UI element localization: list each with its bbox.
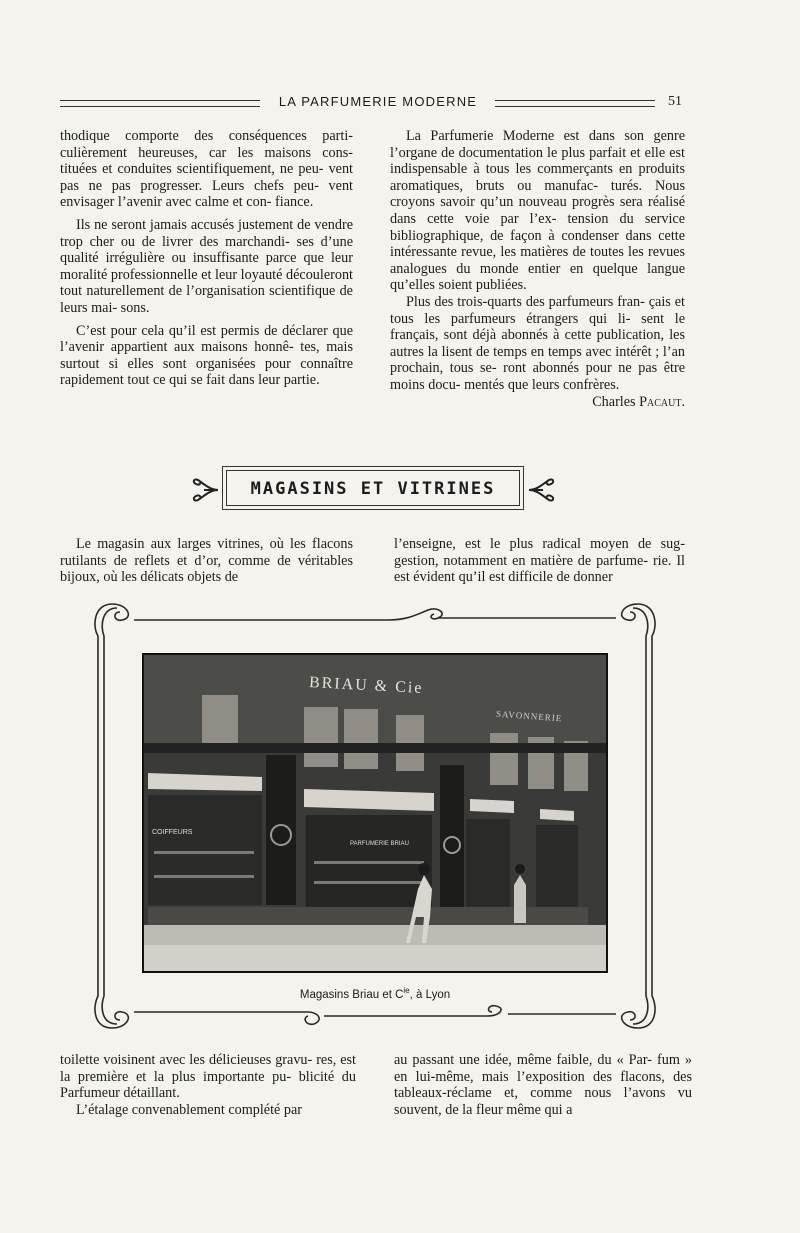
header-title: LA PARFUMERIE MODERNE	[278, 94, 478, 109]
section-heading-box	[222, 466, 524, 510]
caption-text: Magasins Briau et C	[299, 988, 404, 1001]
column-mid-right	[394, 536, 685, 586]
header-rule-left	[60, 100, 260, 107]
paragraph: Le magasin aux larges vitrines, où les flacons rutilants de reflets et d’or, comme de véritables bijoux, où les délicats objets de	[60, 536, 353, 586]
column-bottom-right	[394, 1052, 692, 1118]
caption-superscript: ie	[403, 986, 410, 995]
section-heading: MAGASINS ET VITRINES	[250, 479, 496, 499]
shop-sign-savonnerie: SAVONNERIE	[495, 708, 563, 724]
paragraph: C’est pour cela qu’il est permis de déclarer que l’avenir appartient aux maisons honnê- tes, mais surtout si elles sont organisées pour connaître rapidement tout ce qui se fait dans leur partie.	[60, 322, 353, 389]
column-top-right	[390, 128, 685, 410]
header-rule-right	[495, 100, 655, 107]
signature-last-name: Pacaut.	[639, 393, 685, 410]
paragraph: thodique comporte des conséquences parti- culièrement heureuses, car les maisons cons- tituées et conduites scientifiquement, ne peu- vent pas ne pas progresser. Leurs chefs peu- vent envisager l’avenir avec calme et con- fiance.	[60, 128, 353, 211]
paragraph: Plus des trois-quarts des parfumeurs fran- çais et tous les parfumeurs étrangers qui li- sent le français, sont déjà abonnés à cette publication, les autres la lisent de temps en temps avec intérêt ; l’an prochain, tous se- ront abonnés pour ne pas être moins docu- mentés que leurs confrères.	[390, 293, 685, 393]
paragraph: L’étalage convenablement complété par	[76, 1101, 302, 1118]
window-sign-coiffeurs: COIFFEURS	[152, 829, 193, 836]
running-header	[60, 94, 685, 112]
column-top-left	[60, 128, 353, 389]
signature-first-name: Charles	[592, 393, 636, 410]
window-sign-parfumerie: PARFUMERIE BRIAU	[350, 841, 409, 847]
caption-location: , à Lyon	[409, 988, 451, 1001]
paragraph: Ils ne seront jamais accusés justement de vendre trop cher ou de livrer des marchandi- ses d’une qualité irrégulière ou insuffisante parce que leur moralité professionnelle et leur loyauté découleront tout naturellement de l’organisation scientifique de leurs mai- sons.	[60, 216, 353, 316]
paragraph: l’enseigne, est le plus radical moyen de sug- gestion, notamment en matière de parfume- rie. Il est évident qu’il est difficile de donner	[394, 536, 685, 586]
left-ornament-icon	[190, 474, 220, 506]
column-mid-left	[60, 536, 353, 586]
shop-sign-main: BRIAU & Cie	[308, 674, 424, 697]
right-ornament-icon	[527, 474, 557, 506]
column-bottom-left	[60, 1052, 356, 1118]
paragraph: au passant une idée, même faible, du « Par- fum » en lui-même, mais l’exposition des flacons, des tableaux-réclame et, comme nous l’avons vu souvent, de la fleur même qui a	[394, 1052, 692, 1118]
storefront-photo	[142, 653, 608, 973]
page-number: 51	[668, 94, 682, 109]
storefront-illustration	[144, 655, 606, 971]
paragraph: toilette voisinent avec les délicieuses gravu- res, est la première et la plus importante pu- blicité du Parfumeur détaillant.	[60, 1052, 356, 1102]
photo-caption	[220, 986, 530, 1001]
author-signature	[390, 394, 685, 411]
paragraph: La Parfumerie Moderne est dans son genre l’organe de documentation le plus parfait et elle est indispensable à tous les commerçants en produits aromatiques, bruts ou manufac- turés. Nous croyons savoir qu’un nouveau progrès sera réalisé dans cette voie par l’ex- tension du service bibliographique, de façon à condenser dans cette intéressante revue, les matières de toutes les revues analogues du monde entier en quelque langue qu’elles soient publiées.	[390, 128, 685, 294]
